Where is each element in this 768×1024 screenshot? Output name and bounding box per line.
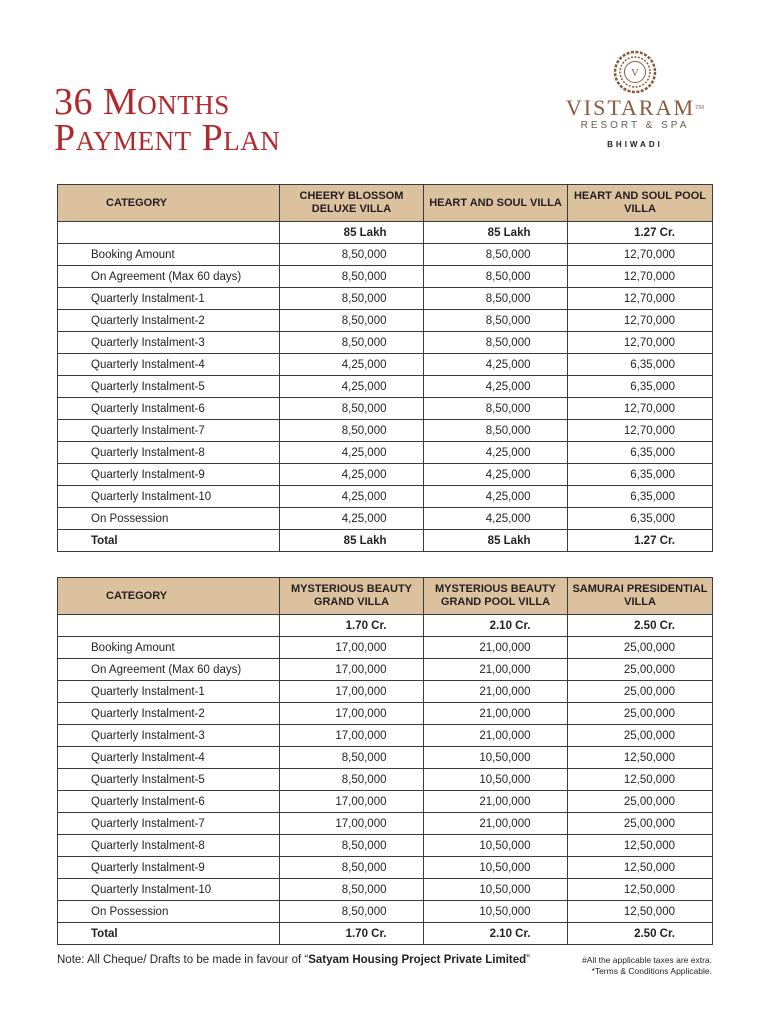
value-cell [280,530,424,552]
value-text: 6,35,000 [630,446,675,459]
value-cell [424,442,568,464]
row-label: Quarterly Instalment-2 [58,703,280,725]
value-cell [568,791,713,813]
row-label: Quarterly Instalment-1 [58,288,280,310]
value-cell [424,398,568,420]
value-text: 8,50,000 [485,336,531,349]
column-header: HEART AND SOUL POOL VILLA [568,185,713,222]
value-text: 6,35,000 [630,380,675,393]
value-text: 10,50,000 [479,861,531,874]
value-cell [280,464,424,486]
value-cell [568,813,713,835]
row-label: Quarterly Instalment-9 [58,464,280,486]
row-label: Quarterly Instalment-10 [58,486,280,508]
value-cell [568,508,713,530]
value-cell [568,857,713,879]
value-text: 8,50,000 [485,314,531,327]
value-cell [280,637,424,659]
value-text: 12,50,000 [623,905,675,918]
value-text: 8,50,000 [485,402,531,415]
value-text: 8,50,000 [341,314,387,327]
value-text: 85 Lakh [343,226,387,239]
value-cell [280,923,424,945]
value-text: 21,00,000 [479,817,531,830]
value-cell [568,376,713,398]
value-text: 2.10 Cr. [489,619,531,632]
value-cell [280,288,424,310]
table-row [58,725,713,747]
value-cell [280,376,424,398]
value-text: 21,00,000 [479,795,531,808]
table-row [58,747,713,769]
payment-note [57,954,530,966]
value-cell [424,879,568,901]
value-text: 1.70 Cr. [345,927,387,940]
column-header: CATEGORY [58,185,280,222]
row-label: Quarterly Instalment-9 [58,857,280,879]
value-cell [424,791,568,813]
value-cell [280,681,424,703]
table-row [58,442,713,464]
value-cell [568,222,713,244]
value-text: 85 Lakh [487,534,531,547]
value-text: 8,50,000 [341,751,387,764]
value-text: 4,25,000 [485,490,531,503]
value-cell [568,486,713,508]
value-text: 12,70,000 [623,248,675,261]
row-label: Quarterly Instalment-2 [58,310,280,332]
value-cell [280,747,424,769]
value-text: 21,00,000 [479,685,531,698]
value-text: 4,25,000 [341,358,387,371]
value-cell [280,813,424,835]
row-label: Booking Amount [58,637,280,659]
value-cell [424,530,568,552]
value-cell [424,857,568,879]
table-row [58,637,713,659]
value-text: 12,50,000 [623,861,675,874]
value-cell [280,508,424,530]
row-label: Quarterly Instalment-8 [58,835,280,857]
value-text: 25,00,000 [623,663,675,676]
value-cell [568,354,713,376]
brand-name-text: VISTARAM [565,95,696,120]
row-label: Quarterly Instalment-1 [58,681,280,703]
value-cell [568,398,713,420]
value-text: 4,25,000 [485,512,531,525]
table-row [58,288,713,310]
value-cell [280,266,424,288]
value-cell [280,879,424,901]
value-cell [280,725,424,747]
value-text: 25,00,000 [623,685,675,698]
value-cell [568,310,713,332]
value-text: 12,70,000 [623,424,675,437]
note-suffix: ” [526,954,530,966]
value-text: 12,70,000 [623,336,675,349]
value-cell [568,901,713,923]
value-text: 2.10 Cr. [489,927,531,940]
value-cell [568,923,713,945]
table-row [58,420,713,442]
value-cell [568,244,713,266]
fine-print [582,955,712,977]
brand-subtitle: RESORT & SPA [580,120,690,131]
table-row [58,266,713,288]
value-cell [280,857,424,879]
value-cell [568,442,713,464]
value-text: 21,00,000 [479,641,531,654]
value-text: 8,50,000 [341,773,387,786]
value-cell [424,486,568,508]
value-cell [280,332,424,354]
value-text: 8,50,000 [341,248,387,261]
value-cell [280,835,424,857]
table-row [58,332,713,354]
value-text: 25,00,000 [623,817,675,830]
value-cell [568,835,713,857]
row-label: Booking Amount [58,244,280,266]
emblem-letter: V [631,67,639,79]
table-row [58,354,713,376]
value-text: 8,50,000 [341,883,387,896]
row-label: Quarterly Instalment-7 [58,420,280,442]
row-label: On Agreement (Max 60 days) [58,659,280,681]
value-text: 6,35,000 [630,490,675,503]
value-text: 4,25,000 [341,446,387,459]
value-text: 1.27 Cr. [634,534,675,547]
table-row [58,813,713,835]
value-cell [568,659,713,681]
row-label: On Agreement (Max 60 days) [58,266,280,288]
column-header: MYSTERIOUS BEAUTY GRAND VILLA [280,578,424,615]
value-text: 17,00,000 [335,685,387,698]
row-label: On Possession [58,508,280,530]
value-text: 4,25,000 [341,490,387,503]
table-header-row [58,185,713,222]
value-cell [424,747,568,769]
value-text: 8,50,000 [341,402,387,415]
column-header: MYSTERIOUS BEAUTY GRAND POOL VILLA [424,578,568,615]
terms-note: *Terms & Conditions Applicable. [591,966,712,976]
value-cell [568,530,713,552]
value-cell [424,420,568,442]
value-cell [568,725,713,747]
value-text: 17,00,000 [335,795,387,808]
title-line-2: Payment Plan [54,117,281,159]
value-text: 12,70,000 [623,270,675,283]
table-row [58,901,713,923]
column-header: SAMURAI PRESIDENTIAL VILLA [568,578,713,615]
payment-table-1 [57,184,713,552]
table-row [58,703,713,725]
table-row [58,857,713,879]
value-text: 4,25,000 [485,358,531,371]
value-text: 21,00,000 [479,663,531,676]
table-row [58,769,713,791]
table-row [58,659,713,681]
value-cell [424,615,568,637]
value-text: 17,00,000 [335,707,387,720]
value-text: 17,00,000 [335,663,387,676]
note-payee: Satyam Housing Project Private Limited [308,954,527,966]
value-cell [280,901,424,923]
value-text: 12,70,000 [623,292,675,305]
value-cell [280,244,424,266]
value-cell [424,288,568,310]
value-text: 8,50,000 [485,424,531,437]
value-cell [424,332,568,354]
table-row [58,376,713,398]
value-text: 21,00,000 [479,729,531,742]
value-cell [280,354,424,376]
row-label: Quarterly Instalment-3 [58,332,280,354]
value-cell [424,244,568,266]
value-text: 25,00,000 [623,729,675,742]
payment-table-2 [57,577,713,945]
value-text: 4,25,000 [341,468,387,481]
value-cell [568,464,713,486]
value-text: 10,50,000 [479,905,531,918]
table-row [58,508,713,530]
value-cell [568,703,713,725]
value-cell [424,464,568,486]
row-label: Quarterly Instalment-10 [58,879,280,901]
row-label: Quarterly Instalment-8 [58,442,280,464]
table-row [58,835,713,857]
value-text: 17,00,000 [335,641,387,654]
row-label: Quarterly Instalment-5 [58,376,280,398]
value-cell [568,615,713,637]
value-cell [280,791,424,813]
value-cell [424,508,568,530]
value-text: 21,00,000 [479,707,531,720]
value-text: 1.27 Cr. [634,226,675,239]
column-header: CATEGORY [58,578,280,615]
value-text: 6,35,000 [630,468,675,481]
table-header-row [58,578,713,615]
value-cell [280,222,424,244]
value-cell [280,442,424,464]
row-label: Quarterly Instalment-3 [58,725,280,747]
total-row [58,530,713,552]
value-text: 4,25,000 [485,380,531,393]
value-text: 4,25,000 [341,380,387,393]
value-text: 4,25,000 [341,512,387,525]
taxes-note: #All the applicable taxes are extra. [582,955,712,965]
column-header: CHEERY BLOSSOM DELUXE VILLA [280,185,424,222]
value-cell [280,486,424,508]
value-text: 10,50,000 [479,883,531,896]
row-label: Quarterly Instalment-7 [58,813,280,835]
value-cell [424,923,568,945]
table-row [58,310,713,332]
value-text: 25,00,000 [623,795,675,808]
value-text: 25,00,000 [623,641,675,654]
row-label: Quarterly Instalment-5 [58,769,280,791]
value-text: 10,50,000 [479,751,531,764]
value-cell [424,703,568,725]
value-text: 4,25,000 [485,446,531,459]
value-text: 8,50,000 [341,839,387,852]
table-row [58,681,713,703]
value-text: 8,50,000 [341,270,387,283]
price-row [58,615,713,637]
value-text: 8,50,000 [341,336,387,349]
value-text: 12,50,000 [623,883,675,896]
value-text: 12,50,000 [623,773,675,786]
value-text: 8,50,000 [341,861,387,874]
trademark: TM [695,105,705,111]
value-cell [568,288,713,310]
value-text: 6,35,000 [630,358,675,371]
label-cell [58,222,280,244]
value-text: 85 Lakh [487,226,531,239]
value-cell [424,637,568,659]
value-cell [568,747,713,769]
total-row [58,923,713,945]
value-text: 12,50,000 [623,839,675,852]
value-text: 8,50,000 [485,292,531,305]
value-text: 17,00,000 [335,817,387,830]
value-text: 10,50,000 [479,839,531,852]
brand-logo [560,50,710,149]
value-cell [424,813,568,835]
value-cell [280,398,424,420]
value-cell [568,681,713,703]
value-cell [568,332,713,354]
value-cell [424,725,568,747]
table-row [58,398,713,420]
table-row [58,879,713,901]
column-header: HEART AND SOUL VILLA [424,185,568,222]
value-text: 12,50,000 [623,751,675,764]
value-cell [280,769,424,791]
row-label: On Possession [58,901,280,923]
row-label: Quarterly Instalment-6 [58,398,280,420]
value-text: 8,50,000 [341,905,387,918]
value-cell [424,222,568,244]
value-cell [424,659,568,681]
value-text: 1.70 Cr. [345,619,387,632]
value-text: 2.50 Cr. [634,927,675,940]
value-text: 25,00,000 [623,707,675,720]
table-row [58,244,713,266]
total-label: Total [58,923,280,945]
value-cell [280,310,424,332]
note-prefix: Note: All Cheque/ Drafts to be made in favour of “ [57,954,309,966]
value-text: 12,70,000 [623,314,675,327]
value-cell [280,659,424,681]
value-cell [424,681,568,703]
row-label: Quarterly Instalment-4 [58,354,280,376]
value-cell [424,835,568,857]
value-cell [280,703,424,725]
value-cell [280,420,424,442]
value-cell [568,266,713,288]
row-label: Quarterly Instalment-6 [58,791,280,813]
value-text: 17,00,000 [335,729,387,742]
value-text: 4,25,000 [485,468,531,481]
value-text: 8,50,000 [485,248,531,261]
value-text: 2.50 Cr. [634,619,675,632]
mandala-emblem-icon [613,50,657,94]
value-text: 10,50,000 [479,773,531,786]
value-text: 85 Lakh [343,534,387,547]
value-text: 8,50,000 [485,270,531,283]
value-cell [568,420,713,442]
value-cell [424,901,568,923]
value-cell [424,769,568,791]
value-cell [424,310,568,332]
title-line-1: 36 Months [54,81,230,123]
row-label: Quarterly Instalment-4 [58,747,280,769]
label-cell [58,615,280,637]
brand-name [560,96,710,120]
brand-location: BHIWADI [607,140,663,149]
table-row [58,464,713,486]
total-label: Total [58,530,280,552]
value-cell [424,354,568,376]
table-row [58,791,713,813]
value-cell [568,637,713,659]
value-text: 12,70,000 [623,402,675,415]
table-row [58,486,713,508]
value-cell [424,376,568,398]
value-cell [280,615,424,637]
value-text: 6,35,000 [630,512,675,525]
price-row [58,222,713,244]
page-title [54,81,281,159]
value-text: 8,50,000 [341,424,387,437]
value-text: 8,50,000 [341,292,387,305]
value-cell [424,266,568,288]
value-cell [568,879,713,901]
value-cell [568,769,713,791]
